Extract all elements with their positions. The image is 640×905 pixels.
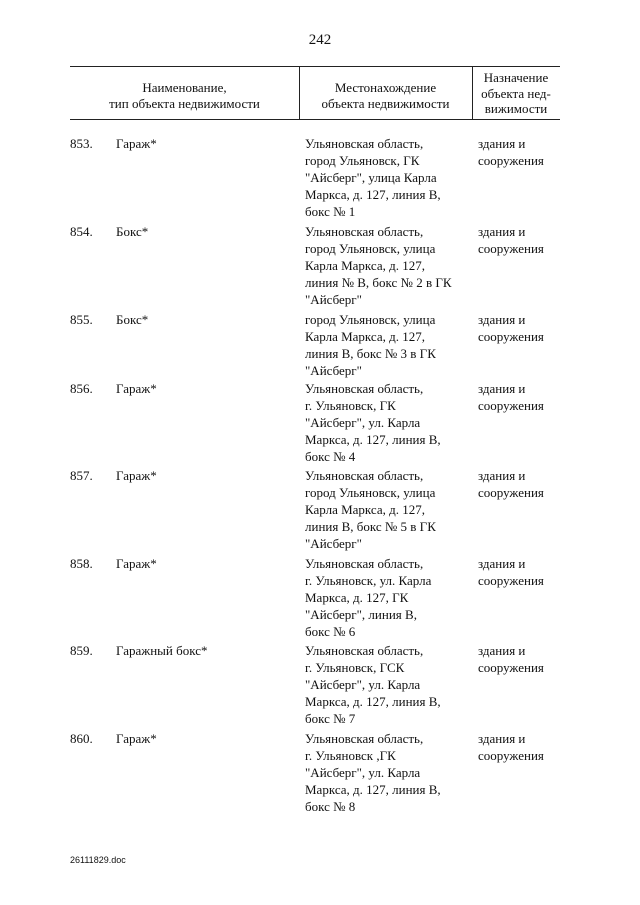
- row-purpose: здания и сооружения: [478, 224, 544, 256]
- row-name: Гаражный бокс*: [116, 643, 208, 658]
- row-number: 854.: [70, 224, 93, 239]
- row-location: город Ульяновск, улица Карла Маркса, д. 127, линия В, бокс № 3 в ГК "Айсберг": [305, 312, 436, 378]
- row-number: 860.: [70, 731, 93, 746]
- row-name: Гараж*: [116, 136, 157, 151]
- row-number: 858.: [70, 556, 93, 571]
- row-number: 859.: [70, 643, 93, 658]
- page-number: 242: [308, 32, 332, 48]
- row-number: 857.: [70, 468, 93, 483]
- row-purpose: здания и сооружения: [478, 312, 544, 344]
- row-purpose: здания и сооружения: [478, 731, 544, 763]
- row-name: Гараж*: [116, 556, 157, 571]
- table-header-bottom-rule: [70, 119, 560, 120]
- file-name-footer: 26111829.doc: [70, 855, 126, 865]
- row-name: Гараж*: [116, 381, 157, 396]
- row-number: 856.: [70, 381, 93, 396]
- row-name: Бокс*: [116, 312, 149, 327]
- row-purpose: здания и сооружения: [478, 556, 544, 588]
- row-purpose: здания и сооружения: [478, 136, 544, 168]
- header-name: Наименование, тип объекта недвижимости: [109, 80, 260, 111]
- row-location: Ульяновская область, г. Ульяновск, ГСК "Айсберг", ул. Карла Маркса, д. 127, линия В, бокс № 7: [305, 643, 441, 726]
- row-location: Ульяновская область, г. Ульяновск ,ГК "Айсберг", ул. Карла Маркса, д. 127, линия В, бокс № 8: [305, 731, 441, 814]
- row-location: Ульяновская область, г. Ульяновск, ГК "Айсберг", ул. Карла Маркса, д. 127, линия В, бокс № 4: [305, 381, 441, 464]
- row-purpose: здания и сооружения: [478, 643, 544, 675]
- row-purpose: здания и сооружения: [478, 468, 544, 500]
- row-number: 853.: [70, 136, 93, 151]
- row-location: Ульяновская область, город Ульяновск, улица Карла Маркса, д. 127, линия В, бокс № 5 в ГК "Айсберг": [305, 468, 436, 551]
- row-location: Ульяновская область, город Ульяновск, улица Карла Маркса, д. 127, линия № В, бокс № 2 в ГК "Айсберг": [305, 224, 452, 307]
- header-purpose: Назначение объекта нед- вижимости: [481, 70, 551, 116]
- row-purpose: здания и сооружения: [478, 381, 544, 413]
- row-name: Бокс*: [116, 224, 149, 239]
- row-location: Ульяновская область, г. Ульяновск, ул. Карла Маркса, д. 127, ГК "Айсберг", линия В, бокс № 6: [305, 556, 432, 639]
- row-name: Гараж*: [116, 731, 157, 746]
- table-top-rule: [70, 66, 560, 67]
- row-number: 855.: [70, 312, 93, 327]
- row-location: Ульяновская область, город Ульяновск, ГК "Айсберг", улица Карла Маркса, д. 127, линия В, бокс № 1: [305, 136, 441, 219]
- row-name: Гараж*: [116, 468, 157, 483]
- header-location: Местонахождение объекта недвижимости: [321, 80, 450, 111]
